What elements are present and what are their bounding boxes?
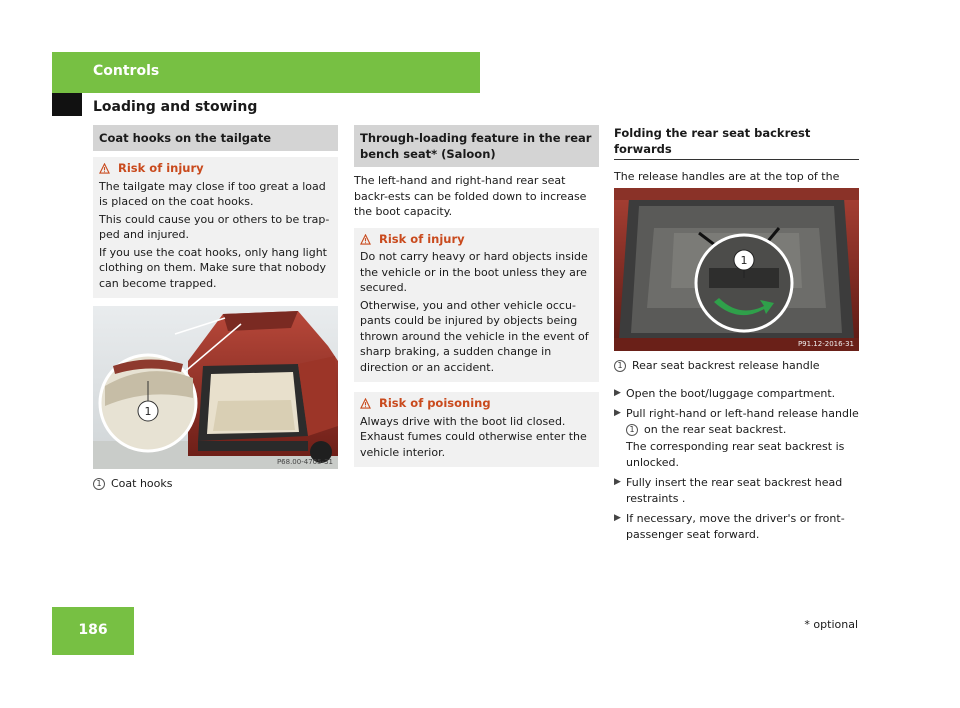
step-text: on the rear seat backrest. [644, 422, 787, 436]
warning-box [354, 228, 599, 383]
callout-number-icon: 1 [614, 360, 626, 372]
instruction-step [614, 406, 859, 470]
warning-box [354, 392, 599, 467]
warning-triangle-icon [360, 234, 371, 245]
step-text: Fully insert the rear seat backrest head restraints . [626, 476, 843, 505]
instruction-step [614, 511, 859, 542]
column-through-loading [354, 125, 599, 467]
footnote: * optional [804, 618, 858, 631]
section-heading: Coat hooks on the tailgate [93, 125, 338, 151]
callout-number-icon: 1 [626, 424, 638, 436]
instruction-step [614, 475, 859, 506]
image-code: P91.12-2016-31 [797, 340, 854, 348]
warning-title-text: Risk of injury [118, 161, 204, 175]
image-caption [93, 476, 338, 492]
warning-paragraph: This could cause you or others to be trap-ped and injured. [99, 212, 330, 241]
instruction-step [614, 386, 859, 402]
release-handle-image [614, 188, 859, 351]
warning-paragraph: Always drive with the boot lid closed. Exhaust fumes could otherwise enter the vehicle interior. [360, 414, 587, 459]
step-text: Open the boot/luggage compartment. [626, 386, 836, 400]
caption-text: Rear seat backrest release handle [632, 359, 820, 372]
column3-lower [614, 358, 859, 547]
chapter-marker [52, 93, 82, 116]
section-heading: Folding the rear seat backrest forwards [614, 125, 859, 160]
callout-number-icon: 1 [93, 478, 105, 490]
coat-hooks-image [93, 306, 338, 469]
section-heading: Through-loading feature in the rear bench seat* (Saloon) [354, 125, 599, 167]
image-caption [614, 358, 859, 374]
page-number: 186 [78, 622, 108, 638]
warning-triangle-icon [360, 398, 371, 409]
step-arrow-icon: ▶ [614, 408, 621, 418]
step-result: The corresponding rear seat backrest is unlocked. [626, 440, 845, 469]
caption-text: Coat hooks [111, 477, 173, 490]
step-arrow-icon: ▶ [614, 477, 621, 487]
warning-paragraph: Otherwise, you and other vehicle occu-pants could be injured by objects being thrown around the vehicle in the event of sharp braking, a sudden change in direction or an accident. [360, 298, 589, 374]
warning-box [93, 157, 338, 298]
warning-triangle-icon [99, 163, 110, 174]
step-text: If necessary, move the driver's or front-passenger seat forward. [626, 512, 845, 541]
warning-paragraph: The tailgate may close if too great a load is placed on the coat hooks. [99, 179, 326, 208]
image-callout: 1 [144, 405, 152, 418]
step-arrow-icon: ▶ [614, 387, 621, 398]
warning-title [99, 161, 332, 177]
image-callout: 1 [740, 254, 748, 267]
warning-paragraph: If you use the coat hooks, only hang light clothing on them. Make sure that nobody can become trapped. [99, 245, 327, 290]
column-coat-hooks [93, 125, 338, 298]
image-code: P68.00-4705-31 [276, 458, 333, 466]
warning-title-text: Risk of injury [379, 231, 465, 246]
section-title: Controls [93, 63, 160, 79]
chapter-title: Loading and stowing [93, 99, 258, 115]
warning-title [360, 232, 593, 248]
warning-paragraph: Do not carry heavy or hard objects inside the vehicle or in the boot unless they are secured. [360, 250, 588, 294]
intro-text: The release handles are at the top of the [614, 170, 840, 183]
intro-text: The left-hand and right-hand rear seat backr-ests can be folded down to increase the boot capacity. [354, 174, 587, 218]
step-text: Pull right-hand or left-hand release handle [626, 407, 859, 420]
warning-title [360, 396, 593, 412]
step-arrow-icon: ▶ [614, 513, 621, 523]
warning-title-text: Risk of poisoning [379, 396, 491, 410]
